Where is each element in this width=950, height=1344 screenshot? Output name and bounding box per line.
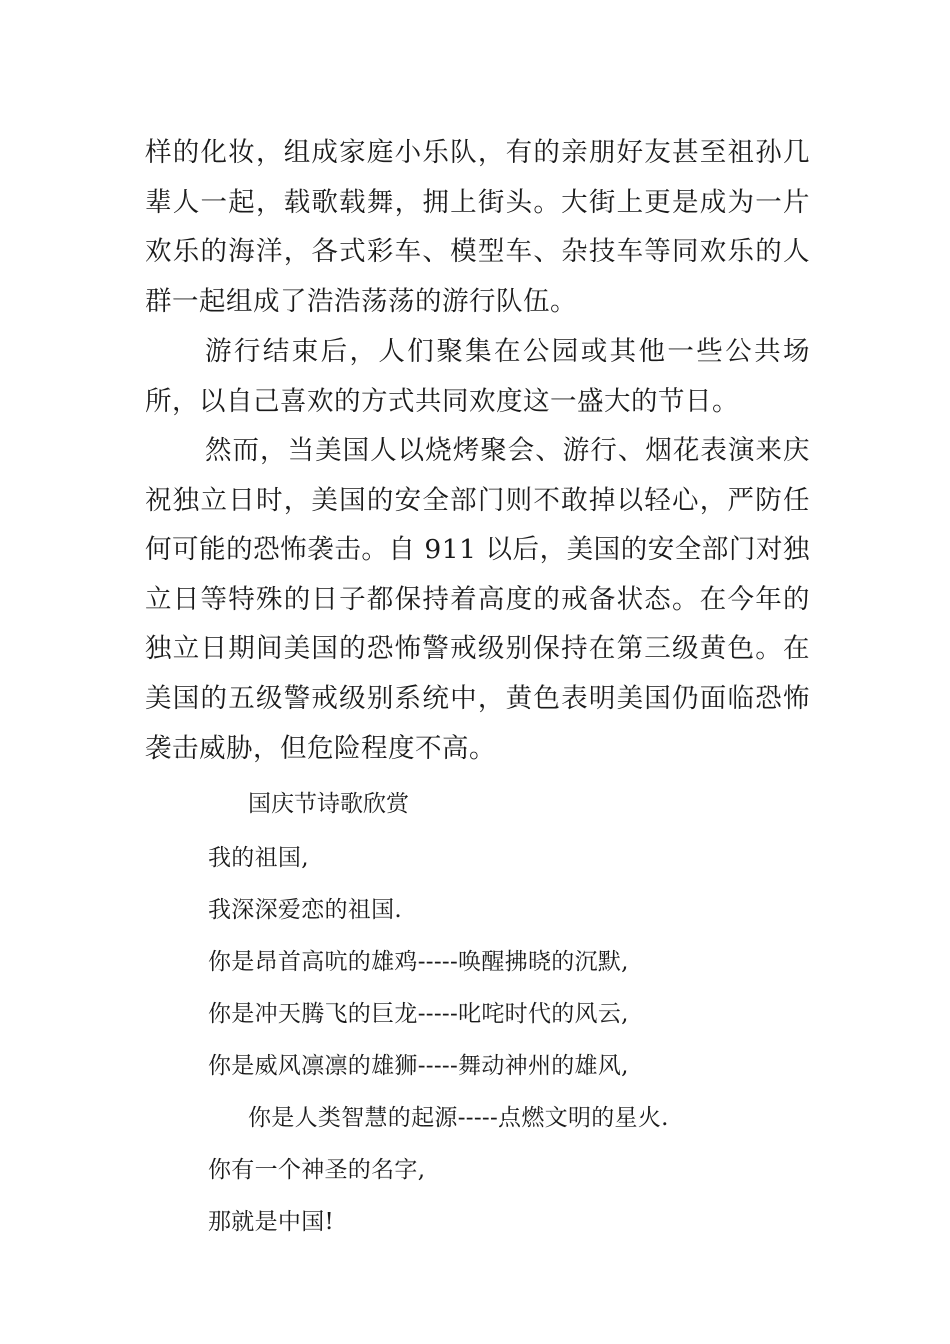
poem-line: 你有一个神圣的名字, bbox=[208, 1157, 426, 1183]
poem-title: 国庆节诗歌欣赏 bbox=[248, 791, 409, 817]
poem-line: 我的祖国, bbox=[208, 845, 309, 871]
poem-line: 我深深爱恋的祖国. bbox=[208, 897, 403, 923]
poem-line: 你是人类智慧的起源-----点燃文明的星火. bbox=[248, 1105, 669, 1131]
poem-line: 你是昂首高吭的雄鸡-----唤醒拂晓的沉默, bbox=[208, 949, 629, 975]
paragraph-parade: 样的化妆，组成家庭小乐队，有的亲朋好友甚至祖孙几辈人一起，载歌载舞，拥上街头。大街上更是成为一片欢乐的海洋，各式彩车、模型车、杂技车等同欢乐的人群一起组成了浩浩荡荡的游行队伍。 bbox=[145, 137, 810, 317]
poem-line: 你是威风凛凛的雄狮-----舞动神州的雄风, bbox=[208, 1053, 629, 1079]
paragraph-security: 然而，当美国人以烧烤聚会、游行、烟花表演来庆祝独立日时，美国的安全部门则不敢掉以轻心，严防任何可能的恐怖袭击。自 911 以后，美国的安全部门对独立日等特殊的日子都保持着高度的戒备状态。在今年的独立日期间美国的恐怖警戒级别保持在第三级黄色。在美国的五级警戒级别系统中，黄色表明美国仍面临恐怖袭击威胁，但危险程度不高。 bbox=[145, 435, 810, 764]
poem-line: 你是冲天腾飞的巨龙-----叱咤时代的风云, bbox=[208, 1001, 629, 1027]
paragraph-after-parade: 游行结束后，人们聚集在公园或其他一些公共场所，以自己喜欢的方式共同欢度这一盛大的节日。 bbox=[145, 336, 810, 417]
poem-lines bbox=[208, 832, 669, 1248]
poem-line: 那就是中国! bbox=[208, 1209, 335, 1235]
